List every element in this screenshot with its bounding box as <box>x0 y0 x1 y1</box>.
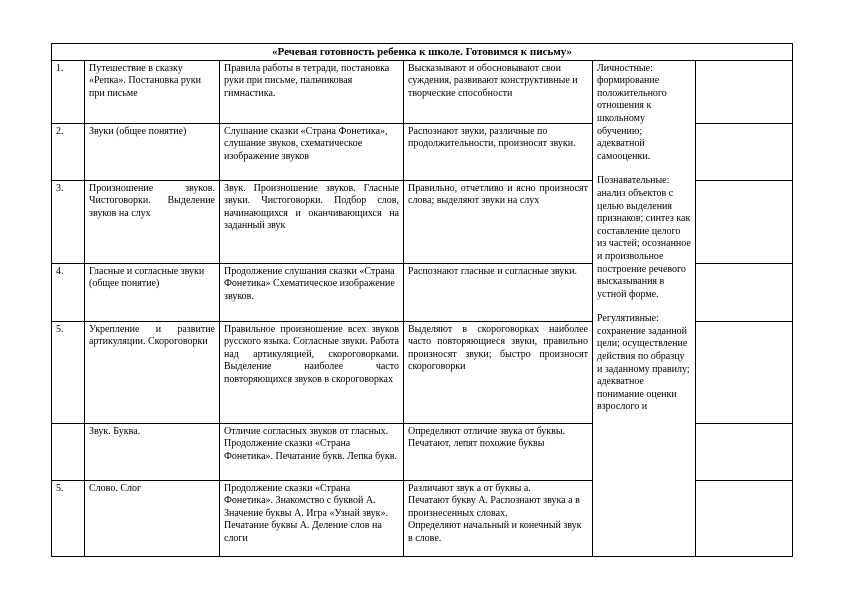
row-content: Звук. Произношение звуков. Гласные звуки. Чистоговорки. Подбор слов, начинающихся и оканчивающихся на заданный звук <box>220 180 404 263</box>
row-number: 3. <box>52 180 85 263</box>
empty-cell <box>696 180 793 263</box>
activity-line: Печатают букву А. Распознают звука а в произнесенных словах. <box>408 495 580 519</box>
row-content: Слушание сказки «Страна Фонетика», слушание звуков, схематическое изображение звуков <box>220 123 404 180</box>
uud-cell <box>593 60 696 556</box>
row-topic: Слово. Слог <box>85 480 220 556</box>
row-topic: Звуки (общее понятие) <box>85 123 220 180</box>
row-number: 5. <box>52 321 85 423</box>
activity-line: Печатают, лепят похожие буквы <box>408 438 545 450</box>
row-number <box>52 423 85 480</box>
activity-line: Различают звук а от буквы а. <box>408 482 531 494</box>
row-topic: Произношение звуков. Чистоговорки. Выделение звуков на слух <box>85 180 220 263</box>
empty-cell <box>696 60 793 123</box>
row-number: 1. <box>52 60 85 123</box>
spacer <box>597 301 691 313</box>
row-number: 2. <box>52 123 85 180</box>
empty-cell <box>696 123 793 180</box>
row-activity <box>404 423 593 480</box>
row-content: Продолжение сказки «Страна Фонетика». Знакомство с буквой А. Значение буквы А. Игра «Узнай звук». Печатание буквы А. Деление слов на слоги <box>220 480 404 556</box>
activity-line: Определяют отличие звука от буквы. <box>408 425 566 437</box>
row-content: Продолжение слушания сказки «Страна Фонетика» Схематическое изображение звуков. <box>220 263 404 321</box>
row-activity: Распознают гласные и согласные звуки. <box>404 263 593 321</box>
uud-personal: Личностные: формирование положительного отношения к школьному обучению; адекватной самооценки. <box>597 62 667 162</box>
section-title: «Речевая готовность ребенка к школе. Готовимся к письму» <box>52 44 793 61</box>
row-topic: Укрепление и развитие артикуляции. Скороговорки <box>85 321 220 423</box>
row-topic: Гласные и согласные звуки (общее понятие) <box>85 263 220 321</box>
lesson-plan-table <box>51 43 793 557</box>
empty-cell <box>696 321 793 423</box>
spacer <box>597 163 691 175</box>
row-content: Отличие согласных звуков от гласных. Продолжение сказки «Страна Фонетика». Печатание букв. Лепка букв. <box>220 423 404 480</box>
row-topic: Звук. Буква. <box>85 423 220 480</box>
row-number: 4. <box>52 263 85 321</box>
empty-cell <box>696 480 793 556</box>
row-activity: Правильно, отчетливо и ясно произносят слова; выделяют звуки на слух <box>404 180 593 263</box>
uud-cognitive: Познавательные: анализ объектов с целью выделения признаков; синтез как составление целого из частей; осознанное и произвольное построение речевого высказывания в устной форме. <box>597 175 691 300</box>
row-activity: Высказывают и обосновывают свои суждения, развивают конструктивные и творческие способности <box>404 60 593 123</box>
table-row <box>52 60 793 123</box>
empty-cell <box>696 423 793 480</box>
row-activity <box>404 480 593 556</box>
row-topic: Путешествие в сказку «Репка». Постановка руки при письме <box>85 60 220 123</box>
row-content: Правильное произношение всех звуков русского языка. Согласные звуки. Работа над артикуляцией, скороговорками. Выделение наиболее часто повторяющихся звуков в скороговорках <box>220 321 404 423</box>
uud-regulatory: Регулятивные: сохранение заданной цели; осуществление действия по образцу и заданному правилу; адекватное понимание оценки взрослого и <box>597 313 690 413</box>
row-activity: Выделяют в скороговорках наиболее часто повторяющиеся звуки, правильно произносят звуки; быстро произносят скороговорки <box>404 321 593 423</box>
row-number: 5. <box>52 480 85 556</box>
activity-line: Определяют начальный и конечный звук в слове. <box>408 520 582 544</box>
title-row <box>52 44 793 61</box>
row-content: Правила работы в тетради, постановка руки при письме, пальчиковая гимнастика. <box>220 60 404 123</box>
empty-cell <box>696 263 793 321</box>
row-activity: Распознают звуки, различные по продолжительности, произносят звуки. <box>404 123 593 180</box>
